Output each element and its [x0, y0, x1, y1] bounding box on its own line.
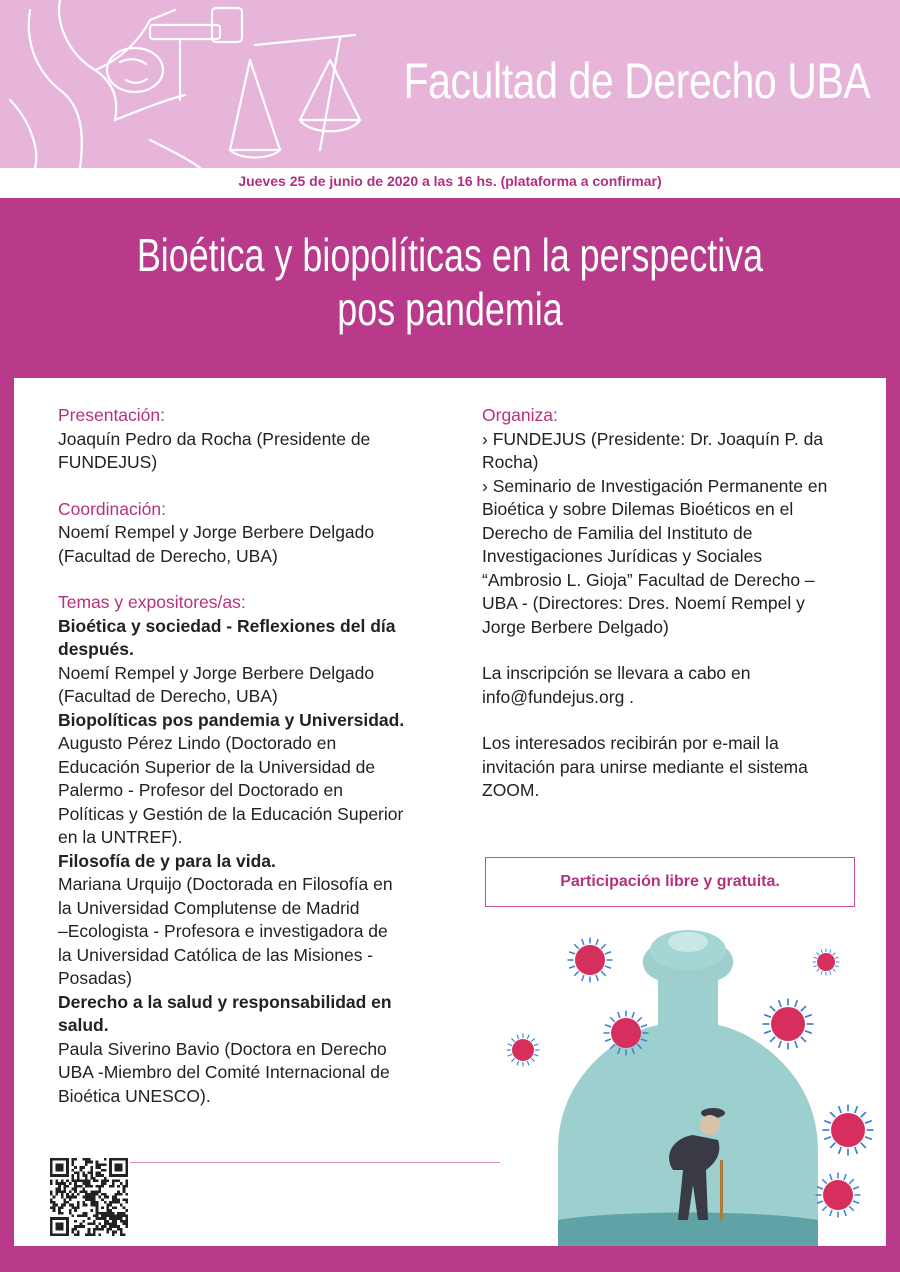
bell-jar-illustration [498, 920, 886, 1246]
frame-bottom [0, 1246, 900, 1272]
organiza-line: “Ambrosio L. Gioja” Facultad de Derecho – [482, 569, 815, 590]
tema-title: Biopolíticas pos pandemia y Universidad. [58, 709, 405, 730]
organiza-line: UBA - (Directores: Dres. Noemí Rempel y [482, 593, 805, 613]
tema-title: Filosofía de y para la vida. [58, 850, 276, 871]
tema-speaker: Noemí Rempel y Jorge Berbere Delgado [58, 662, 375, 683]
header-title: Facultad de Derecho UBA [403, 53, 870, 109]
tema-title: después. [58, 639, 134, 659]
interesados-line: Los interesados recibirán por e-mail la [482, 733, 779, 753]
tema-speaker: –Ecologista - Profesora e investigadora de [58, 921, 388, 941]
divider [130, 1162, 500, 1163]
tema-speaker: la Universidad Católica de las Misiones - [58, 944, 374, 965]
tema-speaker: Mariana Urquijo (Doctorada en Filosofía en [58, 874, 393, 894]
tema-speaker: Bioética UNESCO). [58, 1085, 211, 1106]
organiza-line: Investigaciones Jurídicas y Sociales [482, 546, 763, 566]
coordinacion-line: (Facultad de Derecho, UBA) [58, 545, 278, 566]
tema-title: salud. [58, 1015, 109, 1035]
justice-scale-illustration [0, 0, 400, 168]
interesados-line: ZOOM. [482, 780, 540, 800]
title-banner [0, 198, 900, 378]
frame-right [886, 378, 900, 1272]
organiza-line: Derecho de Familia del Instituto de [482, 522, 753, 543]
qr-code-icon[interactable] [50, 1158, 128, 1236]
tema-speaker: la Universidad Complutense de Madrid [58, 897, 360, 918]
date-text: Jueves 25 de junio de 2020 a las 16 hs. (plataforma a confirmar) [238, 173, 662, 189]
organiza-line: › Seminario de Investigación Permanente en [482, 475, 828, 496]
tema-title: Derecho a la salud y responsabilidad en [58, 991, 392, 1012]
presentacion-line: Joaquín Pedro da Rocha (Presidente de [58, 428, 371, 449]
temas-heading: Temas y expositores/as: [58, 592, 246, 612]
tema-speaker: Paula Siverino Bavio (Doctora en Derecho [58, 1038, 387, 1059]
coordinacion-heading: Coordinación: [58, 498, 166, 519]
event-title-line-1: Bioética y biopolíticas en la perspectiva [136, 229, 764, 281]
tema-speaker: Políticas y Gestión de la Educación Superior [58, 803, 404, 824]
right-column [482, 404, 862, 803]
left-column [58, 404, 438, 1108]
tema-speaker: Augusto Pérez Lindo (Doctorado en [58, 733, 337, 753]
tema-speaker: (Facultad de Derecho, UBA) [58, 686, 278, 706]
header [0, 0, 900, 168]
presentacion-line: FUNDEJUS) [58, 452, 158, 472]
tema-speaker: en la UNTREF). [58, 827, 183, 847]
event-title-line-2: pos pandemia [337, 283, 563, 335]
coordinacion-line: Noemí Rempel y Jorge Berbere Delgado [58, 522, 375, 542]
inscripcion-email[interactable]: info@fundejus.org . [482, 686, 635, 707]
organiza-line: Bioética y sobre Dilemas Bioéticos en el [482, 499, 794, 519]
organiza-line: Rocha) [482, 452, 539, 472]
organiza-line: Jorge Berbere Delgado) [482, 616, 669, 637]
organiza-line: › FUNDEJUS (Presidente: Dr. Joaquín P. da [482, 428, 824, 449]
participacion-box [485, 857, 855, 907]
interesados-line: invitación para unirse mediante el sistema [482, 756, 808, 777]
presentacion-heading: Presentación: [58, 405, 166, 425]
tema-speaker: Posadas) [58, 968, 132, 988]
tema-speaker: Educación Superior de la Universidad de [58, 756, 376, 777]
tema-speaker: Palermo - Profesor del Doctorado en [58, 780, 343, 800]
tema-speaker: UBA -Miembro del Comité Internacional de [58, 1062, 390, 1082]
organiza-heading: Organiza: [482, 405, 558, 425]
frame-left [0, 378, 14, 1272]
tema-title: Bioética y sociedad - Reflexiones del día [58, 615, 396, 636]
inscripcion-line: La inscripción se llevara a cabo en [482, 663, 751, 683]
event-title [99, 228, 801, 336]
date-line [0, 168, 900, 198]
participacion-text: Participación libre y gratuita. [560, 873, 780, 890]
